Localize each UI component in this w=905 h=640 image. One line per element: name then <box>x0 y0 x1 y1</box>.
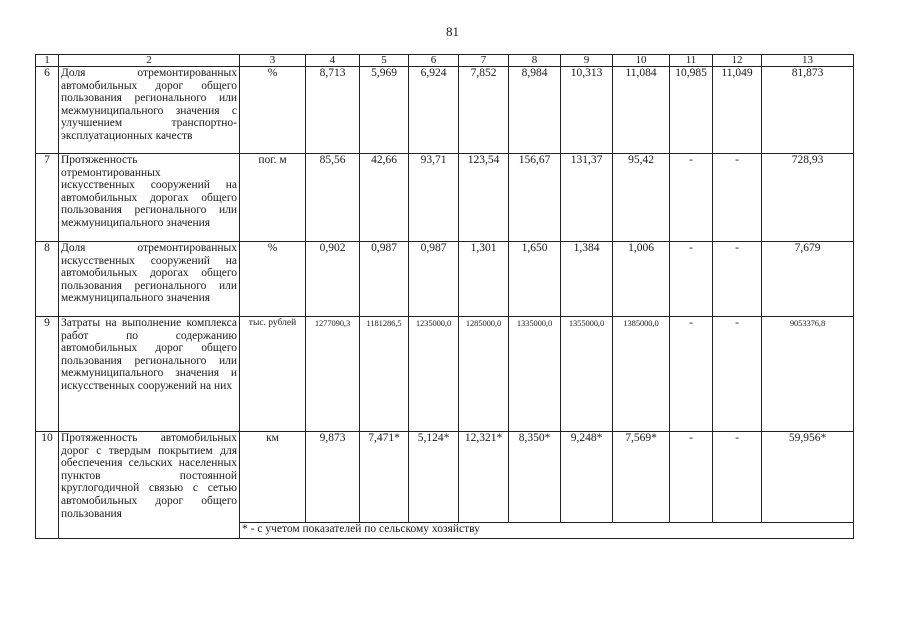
value-cell: 1285000,0 <box>459 317 509 432</box>
value-cell: 1235000,0 <box>409 317 459 432</box>
value-cell: - <box>670 242 713 317</box>
value-cell: 1385000,0 <box>613 317 670 432</box>
value-cell: 59,956* <box>762 432 854 523</box>
column-header: 6 <box>409 55 459 67</box>
value-cell: 1355000,0 <box>561 317 613 432</box>
value-cell: - <box>713 154 762 242</box>
table-row <box>36 67 854 154</box>
column-header: 8 <box>509 55 561 67</box>
value-cell: 1,301 <box>459 242 509 317</box>
value-cell: 7,569* <box>613 432 670 523</box>
footnote: * - с учетом показателей по сельскому хозяйству <box>240 523 854 539</box>
value-cell: 0,987 <box>409 242 459 317</box>
indicator-name: Доля отремонтированных искусственных сооружений на автомобильных дорогах общего пользования регионального или межмуниципального значения <box>59 242 240 317</box>
value-cell: 728,93 <box>762 154 854 242</box>
value-cell: - <box>713 242 762 317</box>
value-cell: 10,985 <box>670 67 713 154</box>
value-cell: 12,321* <box>459 432 509 523</box>
column-number-row <box>36 55 854 67</box>
value-cell: 5,969 <box>360 67 409 154</box>
column-header: 5 <box>360 55 409 67</box>
value-cell: 6,924 <box>409 67 459 154</box>
page-number: 81 <box>446 24 459 39</box>
value-cell: 1277090,3 <box>306 317 360 432</box>
unit-cell: км <box>240 432 306 523</box>
value-cell: 0,902 <box>306 242 360 317</box>
indicator-name: Протяженность автомобильных дорог с твердым покрытием для обеспечения сельских населенных пунктов постоянной круглогодичной связью с сетью автомобильных дорог общего пользования <box>59 432 240 539</box>
value-cell: - <box>670 432 713 523</box>
column-header: 13 <box>762 55 854 67</box>
value-cell: 0,987 <box>360 242 409 317</box>
column-header: 7 <box>459 55 509 67</box>
value-cell: - <box>670 317 713 432</box>
value-cell: 9,248* <box>561 432 613 523</box>
table-row <box>36 317 854 432</box>
value-cell: 123,54 <box>459 154 509 242</box>
value-cell: 131,37 <box>561 154 613 242</box>
column-header: 10 <box>613 55 670 67</box>
row-number: 8 <box>36 242 59 317</box>
column-header: 4 <box>306 55 360 67</box>
value-cell: 7,471* <box>360 432 409 523</box>
value-cell: 8,350* <box>509 432 561 523</box>
value-cell: 7,852 <box>459 67 509 154</box>
value-cell: 1,384 <box>561 242 613 317</box>
value-cell: 1181286,5 <box>360 317 409 432</box>
row-number: 9 <box>36 317 59 432</box>
value-cell: 93,71 <box>409 154 459 242</box>
column-header: 2 <box>59 55 240 67</box>
unit-cell: % <box>240 242 306 317</box>
column-header: 9 <box>561 55 613 67</box>
value-cell: 9,873 <box>306 432 360 523</box>
value-cell: 5,124* <box>409 432 459 523</box>
value-cell: 85,56 <box>306 154 360 242</box>
value-cell: 8,984 <box>509 67 561 154</box>
value-cell: - <box>713 317 762 432</box>
value-cell: 1,650 <box>509 242 561 317</box>
unit-cell: % <box>240 67 306 154</box>
indicator-name: Протяженность отремонтированных искусственных сооружений на автомобильных дорогах общего пользования регионального или межмуниципального значения <box>59 154 240 242</box>
value-cell: - <box>713 432 762 523</box>
value-cell: 7,679 <box>762 242 854 317</box>
indicator-name: Затраты на выполнение комплекса работ по содержанию автомобильных дорог общего пользования регионального или межмуниципального значения и искусственных сооружений на них <box>59 317 240 432</box>
value-cell: 1335000,0 <box>509 317 561 432</box>
value-cell: 95,42 <box>613 154 670 242</box>
value-cell: 11,084 <box>613 67 670 154</box>
value-cell: 10,313 <box>561 67 613 154</box>
value-cell: 1,006 <box>613 242 670 317</box>
value-cell: 9053376,8 <box>762 317 854 432</box>
row-number: 7 <box>36 154 59 242</box>
unit-cell: тыс. рублей <box>240 317 306 432</box>
indicator-name: Доля отремонтированных автомобильных дорог общего пользования регионального или межмуниципального значения с улучшением транспортно-эксплуатационных качеств <box>59 67 240 154</box>
column-header: 12 <box>713 55 762 67</box>
value-cell: 11,049 <box>713 67 762 154</box>
column-header: 3 <box>240 55 306 67</box>
value-cell: - <box>670 154 713 242</box>
column-header: 1 <box>36 55 59 67</box>
row-number: 6 <box>36 67 59 154</box>
indicators-table <box>35 54 854 539</box>
value-cell: 42,66 <box>360 154 409 242</box>
table-row <box>36 154 854 242</box>
unit-cell: пог. м <box>240 154 306 242</box>
value-cell: 156,67 <box>509 154 561 242</box>
column-header: 11 <box>670 55 713 67</box>
table-row <box>36 242 854 317</box>
value-cell: 81,873 <box>762 67 854 154</box>
row-number: 10 <box>36 432 59 539</box>
table-row <box>36 432 854 523</box>
value-cell: 8,713 <box>306 67 360 154</box>
